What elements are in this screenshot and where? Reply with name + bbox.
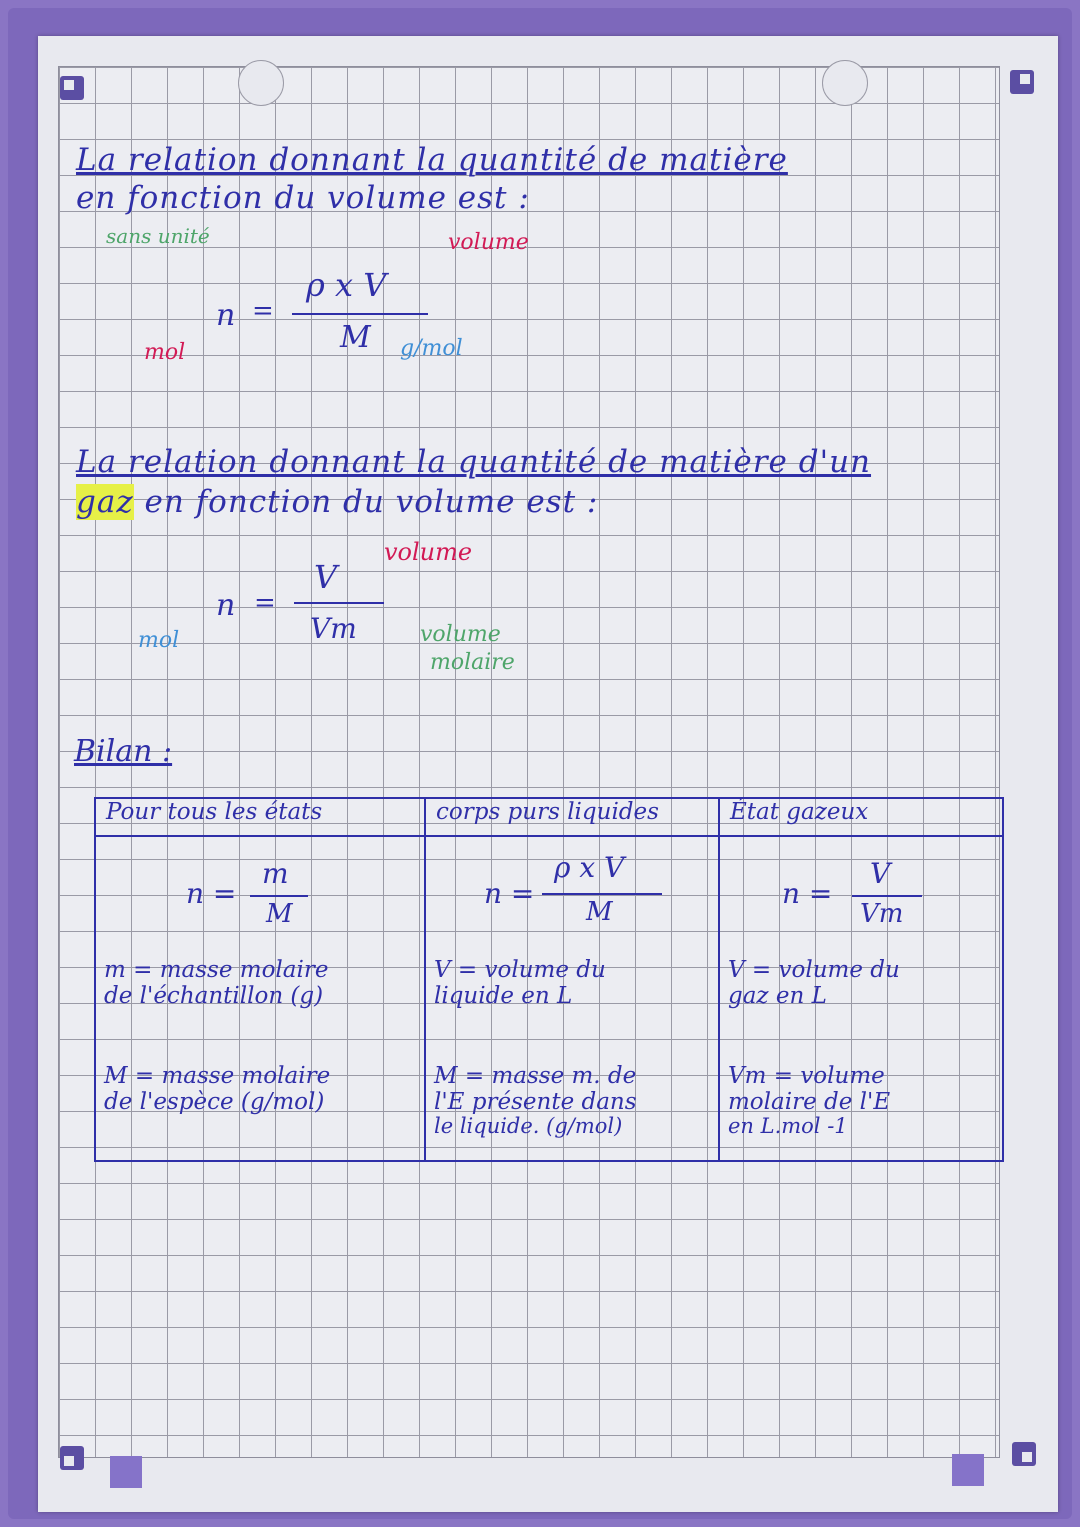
highlight-gaz: gaz xyxy=(76,484,134,520)
header-pure-liquids: corps purs liquides xyxy=(425,798,719,836)
para1-line2: en fonction du volume est : xyxy=(76,180,530,216)
col2-formula-num: ρ x V xyxy=(554,851,625,884)
bilan-title: Bilan : xyxy=(74,734,173,769)
para2-line1: La relation donnant la quantité de matière d'un xyxy=(76,444,872,480)
col3-fraction-bar xyxy=(852,895,922,897)
formula1-lhs: n xyxy=(216,298,236,333)
bilan-header-row xyxy=(95,798,1003,836)
formula1-denominator: M xyxy=(340,320,371,355)
formula2-fraction-bar xyxy=(294,602,384,604)
note-gmol: g/mol xyxy=(400,336,463,361)
formula2-lhs: n xyxy=(216,588,236,623)
bilan-cell-gas-state xyxy=(719,836,1003,1161)
bilan-cell-all-states xyxy=(95,836,425,1161)
note-volume-molaire-2: molaire xyxy=(430,650,515,675)
corner-mark-bottom-left-icon xyxy=(60,1446,84,1470)
col2-fraction-bar xyxy=(542,893,662,895)
col3-formula-lhs: n = xyxy=(782,877,833,910)
para2-line2-rest: en fonction du volume est : xyxy=(144,484,599,520)
col1-fraction-bar xyxy=(250,895,308,897)
col1-def2-line1: M = masse molaire xyxy=(104,1063,331,1089)
bilan-body-row xyxy=(95,836,1003,1161)
formula2-denominator: Vm xyxy=(310,612,357,645)
grid-paper xyxy=(58,66,1000,1458)
col3-def2-line3: en L.mol -1 xyxy=(728,1114,848,1138)
bilan-table xyxy=(94,797,1004,1162)
formula2-eq: = xyxy=(254,588,276,618)
corner-square-left xyxy=(110,1456,142,1488)
col2-def2-line2: l'E présente dans xyxy=(434,1089,637,1115)
note-mol-2: mol xyxy=(138,628,180,653)
corner-square-right xyxy=(952,1454,984,1486)
note-volume-2: volume xyxy=(384,538,473,566)
col2-formula-den: M xyxy=(586,897,613,927)
para2-line2 xyxy=(76,484,598,520)
col2-def2-line3: le liquide. (g/mol) xyxy=(434,1114,623,1138)
para1-line1: La relation donnant la quantité de matière xyxy=(76,142,788,178)
header-gas-state: État gazeux xyxy=(719,798,1003,836)
corner-mark-bottom-right-icon xyxy=(1012,1442,1036,1466)
col3-def1-line1: V = volume du xyxy=(728,957,900,983)
binder-hole-left xyxy=(238,60,284,106)
formula2-numerator: V xyxy=(314,558,338,596)
col3-def1-line2: gaz en L xyxy=(728,983,827,1009)
header-all-states: Pour tous les états xyxy=(95,798,425,836)
note-sans-unite: sans unité xyxy=(106,224,210,248)
note-volume-1: volume xyxy=(448,230,529,255)
corner-mark-top-left-icon xyxy=(60,76,84,100)
binder-hole-right xyxy=(822,60,868,106)
formula1-eq: = xyxy=(252,296,274,326)
col3-formula-num: V xyxy=(870,857,891,890)
col1-formula-den: M xyxy=(266,899,293,929)
col3-def2-line1: Vm = volume xyxy=(728,1063,885,1089)
col1-def1-line1: m = masse molaire xyxy=(104,957,329,983)
note-volume-molaire-1: volume xyxy=(420,622,501,647)
bilan-cell-pure-liquids xyxy=(425,836,719,1161)
corner-mark-top-right-icon xyxy=(1010,70,1034,94)
col3-def2-line2: molaire de l'E xyxy=(728,1089,891,1115)
col1-formula-lhs: n = xyxy=(186,877,237,910)
col2-def2-line1: M = masse m. de xyxy=(434,1063,637,1089)
col1-formula-num: m xyxy=(262,857,289,890)
col3-formula-den: Vm xyxy=(860,899,904,929)
formula1-numerator: ρ x V xyxy=(306,266,387,304)
col1-def1-line2: de l'échantillon (g) xyxy=(104,983,324,1009)
col2-formula-lhs: n = xyxy=(484,877,535,910)
col1-def2-line2: de l'espèce (g/mol) xyxy=(104,1089,325,1115)
formula1-fraction-bar xyxy=(292,313,428,315)
col2-def1-line1: V = volume du xyxy=(434,957,606,983)
note-mol-1: mol xyxy=(144,340,186,365)
col2-def1-line2: liquide en L xyxy=(434,983,573,1009)
